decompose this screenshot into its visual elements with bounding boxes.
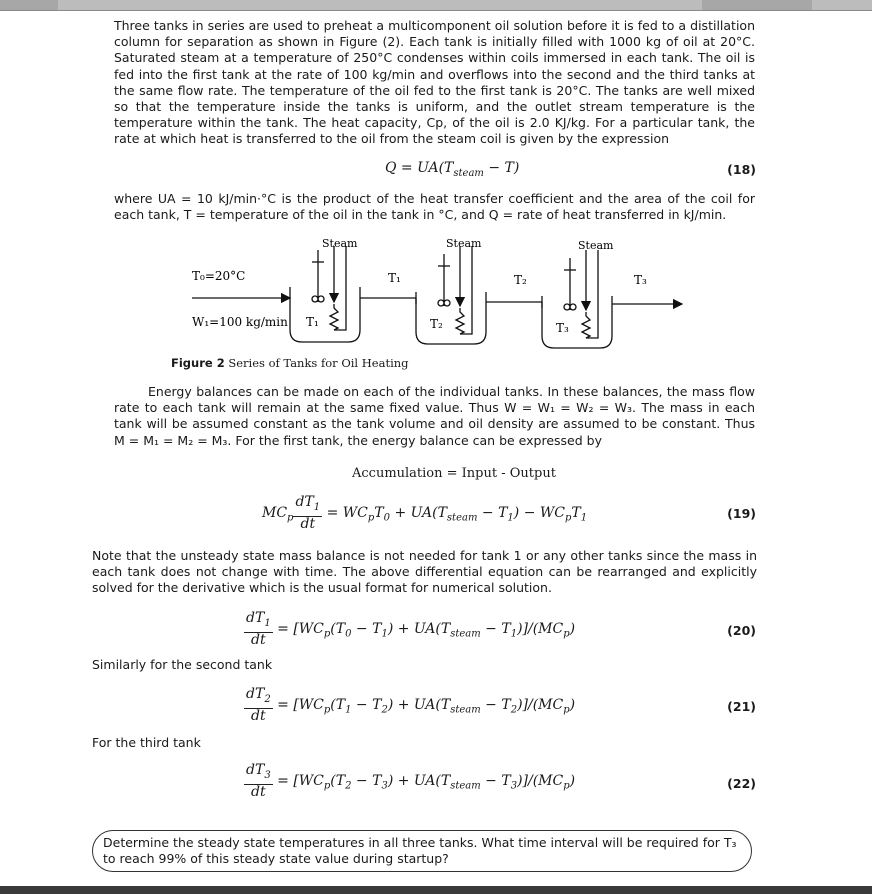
- t2-outlet-label: T₂: [514, 273, 527, 287]
- figure-caption-text: Series of Tanks for Oil Heating: [228, 356, 409, 370]
- where-paragraph: where UA = 10 kJ/min·°C is the product of the heat transfer coefficient and the area of the coil for each tank, T = temperature of the oil in the tank in °C, and Q = rate of heat transferred in kJ/min.: [114, 191, 755, 223]
- t1-tank-label: T₁: [306, 315, 319, 329]
- t3-tank-label: T₃: [556, 321, 569, 335]
- note-paragraph: Note that the unsteady state mass balance is not needed for tank 1 or any other tanks since the mass in each tank does not change with time. The above differential equation can be rearranged and explicitly solved for the derivative which is the usual format for numerical solution.: [92, 548, 757, 596]
- t3-outlet-label: T₃: [634, 273, 647, 287]
- steam-label-2: Steam: [446, 237, 482, 250]
- question-box: Determine the steady state temperatures in all three tanks. What time interval will be required for T₃ to reach 99% of this steady state value during startup?: [92, 830, 752, 872]
- similarly-text: Similarly for the second tank: [92, 657, 273, 672]
- tanks-figure: [0, 232, 872, 362]
- equation-22-number: (22): [727, 776, 756, 791]
- equation-19-number: (19): [727, 506, 756, 521]
- figure-caption: [171, 356, 409, 370]
- toolbar-segment-right: [702, 0, 812, 10]
- intro-paragraph: Three tanks in series are used to preheat a multicomponent oil solution before it is fed to a distillation column for separation as shown in Figure (2). Each tank is initially filled with 1000 kg of oil at 20°C. Saturated steam at a temperature of 250°C condenses within coils immersed in each tank. The oil is fed into the first tank at the rate of 100 kg/min and overflows into the second and the third tanks at the same flow rate. The temperature of the oil fed to the first tank is 20°C. The tanks are well mixed so that the temperature inside the tanks is uniform, and the outlet stream temperature is the temperature within the tank. The heat capacity, Cp, of the oil is 2.0 KJ/kg. For a particular tank, the rate at which heat is transferred to the oil from the steam coil is given by the expression: [114, 18, 755, 147]
- bottom-strip: [0, 886, 872, 894]
- equation-20: $\frac{dT_1}{dt}$ = $[WC_p(T_0 - T_1) + UA(T_{steam} - T_1)]/(MC_p)$: [246, 610, 576, 648]
- t0-label: T₀=20°C: [192, 269, 246, 283]
- third-tank-text: For the third tank: [92, 735, 201, 750]
- toolbar-segment-left: [0, 0, 58, 10]
- equation-19: $MC_p$ $\frac{dT_1}{dt}$ = $WC_pT_0 + UA(T_{steam} - T_1) - WC_pT_1$: [262, 494, 588, 532]
- equation-22: $\frac{dT_3}{dt}$ = $[WC_p(T_2 - T_3) + UA(T_{steam} - T_3)]/(MC_p)$: [246, 762, 576, 800]
- top-toolbar-strip: [0, 0, 872, 11]
- equation-21: $\frac{dT_2}{dt}$ = $[WC_p(T_1 - T_2) + UA(T_{steam} - T_2)]/(MC_p)$: [246, 686, 576, 724]
- equation-18: $Q = UA(T_{steam} - T)$: [385, 160, 520, 179]
- steam-label-3: Steam: [578, 239, 614, 252]
- accumulation-line: Accumulation = Input - Output: [352, 466, 556, 481]
- energy-balance-paragraph: Energy balances can be made on each of the individual tanks. In these balances, the mass flow rate to each tank will remain at the same fixed value. Thus W = W₁ = W₂ = W₃. The mass in each tank will be assumed constant as the tank volume and oil density are assumed to be constant. Thus M = M₁ = M₂ = M₃. For the first tank, the energy balance can be expressed by: [114, 384, 755, 448]
- equation-18-number: (18): [727, 162, 756, 177]
- equation-20-number: (20): [727, 623, 756, 638]
- equation-21-number: (21): [727, 699, 756, 714]
- figure-caption-number: Figure 2: [171, 356, 225, 370]
- w1-label: W₁=100 kg/min: [192, 315, 288, 329]
- t1-outlet-label: T₁: [388, 271, 401, 285]
- steam-label-1: Steam: [322, 237, 358, 250]
- t2-tank-label: T₂: [430, 317, 443, 331]
